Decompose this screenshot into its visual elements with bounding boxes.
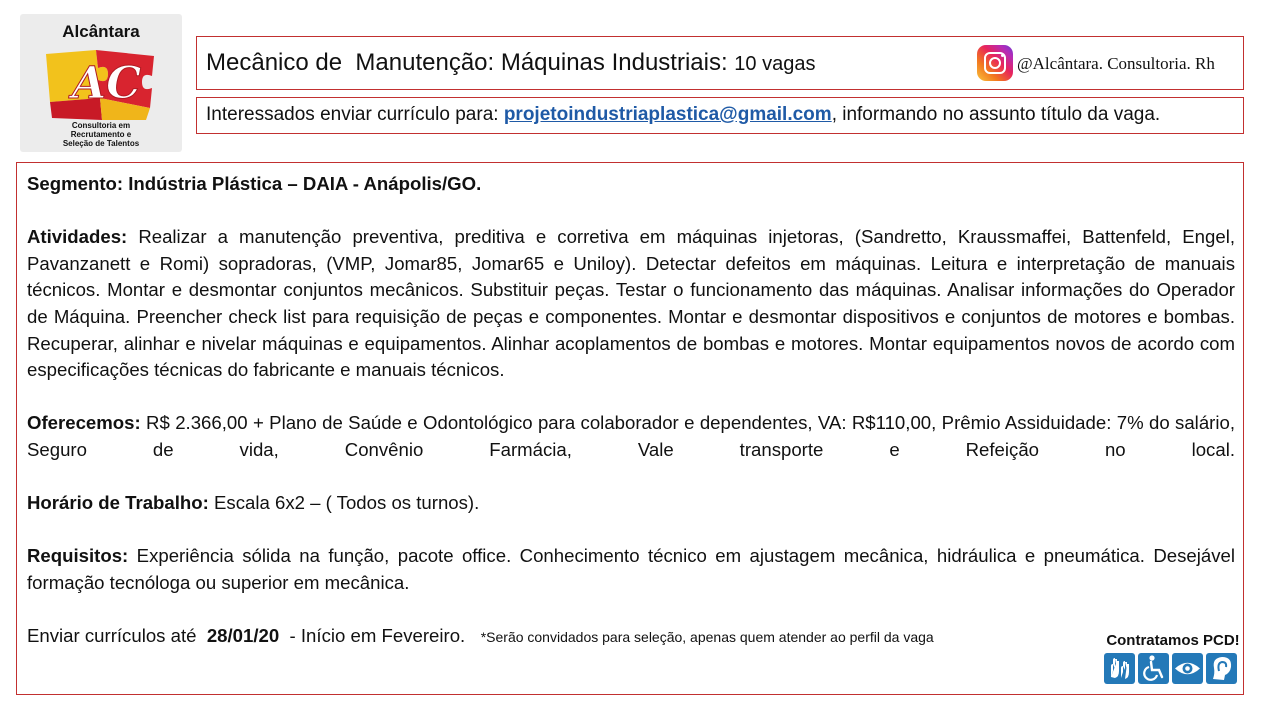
requisitos-text: Experiência sólida na função, pacote office. Conhecimento técnico em ajustagem mecânica, hidráulica e pneumática. Desejável formação tecnóloga ou superior em mecânica. [27, 545, 1235, 593]
wheelchair-icon [1138, 653, 1169, 684]
logo-tagline-line: Seleção de Talentos [62, 139, 140, 148]
atividades-text: Realizar a manutenção preventiva, preditiva e corretiva em máquinas injetoras, (Sandretto, Kraussmaffei, Battenfeld, Engel, Pavanzanett e Romi) sopradoras, (VMP, Jomar85, Jomar65 e Uniloy). Detectar defeitos em máquinas. Leitura e interpretação de manuais técnicos. Montar e desmontar conjuntos mecânicos. Substituir peças. Testar o funcionamento das máquinas. Analisar informações do Operador de Máquina. Preencher check list para requisição de peças e componentes. Montar e desmontar dispositivos e conjuntos de motores e bombas. Recuperar, alinhar e nivelar máquinas e equipamentos. Alinhar acoplamentos de bombas e motores. Montar equipamentos novos de acordo com especificações técnicas do fabricante e manuais técnicos. [27, 226, 1235, 381]
atividades-paragraph [27, 224, 1235, 384]
instagram-icon[interactable] [977, 45, 1013, 81]
contact-prefix: Interessados enviar currículo para: [206, 104, 504, 125]
instagram-icon-lens [989, 57, 1001, 69]
job-title-box [196, 36, 1244, 90]
job-title-text: Mecânico de Manutenção: Máquinas Industriais: [206, 49, 728, 76]
horario-text: Escala 6x2 – ( Todos os turnos). [208, 492, 480, 514]
vacancy-count: 10 vagas [734, 53, 816, 75]
atividades-label: Atividades: [27, 226, 128, 248]
enviar-paragraph [27, 623, 1235, 651]
pcd-label: Contratamos PCD! [1106, 632, 1240, 649]
requisitos-label: Requisitos: [27, 545, 129, 567]
logo-tagline-line: Consultoria em [71, 121, 131, 130]
logo-tagline-line: Recrutamento e [70, 130, 132, 139]
eye-icon [1172, 653, 1203, 684]
oferecemos-paragraph [27, 410, 1235, 463]
instagram-handle[interactable]: @Alcântara. Consultoria. Rh [1017, 54, 1215, 73]
deadline-date: 28/01/20 [206, 625, 280, 647]
enviar-suffix: - Início em Fevereiro. [279, 625, 481, 647]
hearing-icon [1206, 653, 1237, 684]
horario-paragraph [27, 490, 1235, 517]
segmento-label: Segmento: [27, 173, 124, 194]
selection-note: *Serão convidados para seleção, apenas quem atender ao perfil da vaga [480, 629, 934, 646]
sign-language-icon [1104, 653, 1135, 684]
job-description-box [16, 162, 1244, 695]
email-link[interactable]: projetoindustriaplastica@gmail.com [503, 104, 832, 125]
requisitos-paragraph [27, 543, 1235, 596]
logo-tagline [20, 121, 182, 148]
horario-label: Horário de Trabalho: [27, 492, 209, 514]
contact-suffix: , informando no assunto título da vaga. [831, 104, 1161, 125]
job-title [206, 49, 815, 77]
pcd-badge [1104, 632, 1242, 684]
segmento-paragraph [27, 171, 1235, 198]
company-logo [20, 14, 182, 152]
oferecemos-label: Oferecemos: [27, 412, 141, 434]
oferecemos-text: R$ 2.366,00 + Plano de Saúde e Odontológico para colaborador e dependentes, VA: R$110,00, Prêmio Assiduidade: 7% do salário, Seguro de vida, Convênio Farmácia, Vale transporte e Refeição no local. [27, 412, 1235, 460]
contact-box [196, 97, 1244, 134]
segmento-text: Indústria Plástica – DAIA - Anápolis/GO. [123, 173, 482, 194]
logo-puzzle-mark [42, 46, 160, 122]
enviar-prefix: Enviar currículos até [27, 625, 207, 647]
logo-brand: Alcântara [62, 22, 140, 41]
logo-monogram: AC [72, 58, 142, 109]
instagram-icon-dot [1001, 54, 1004, 57]
pcd-icon-row [1104, 653, 1242, 684]
